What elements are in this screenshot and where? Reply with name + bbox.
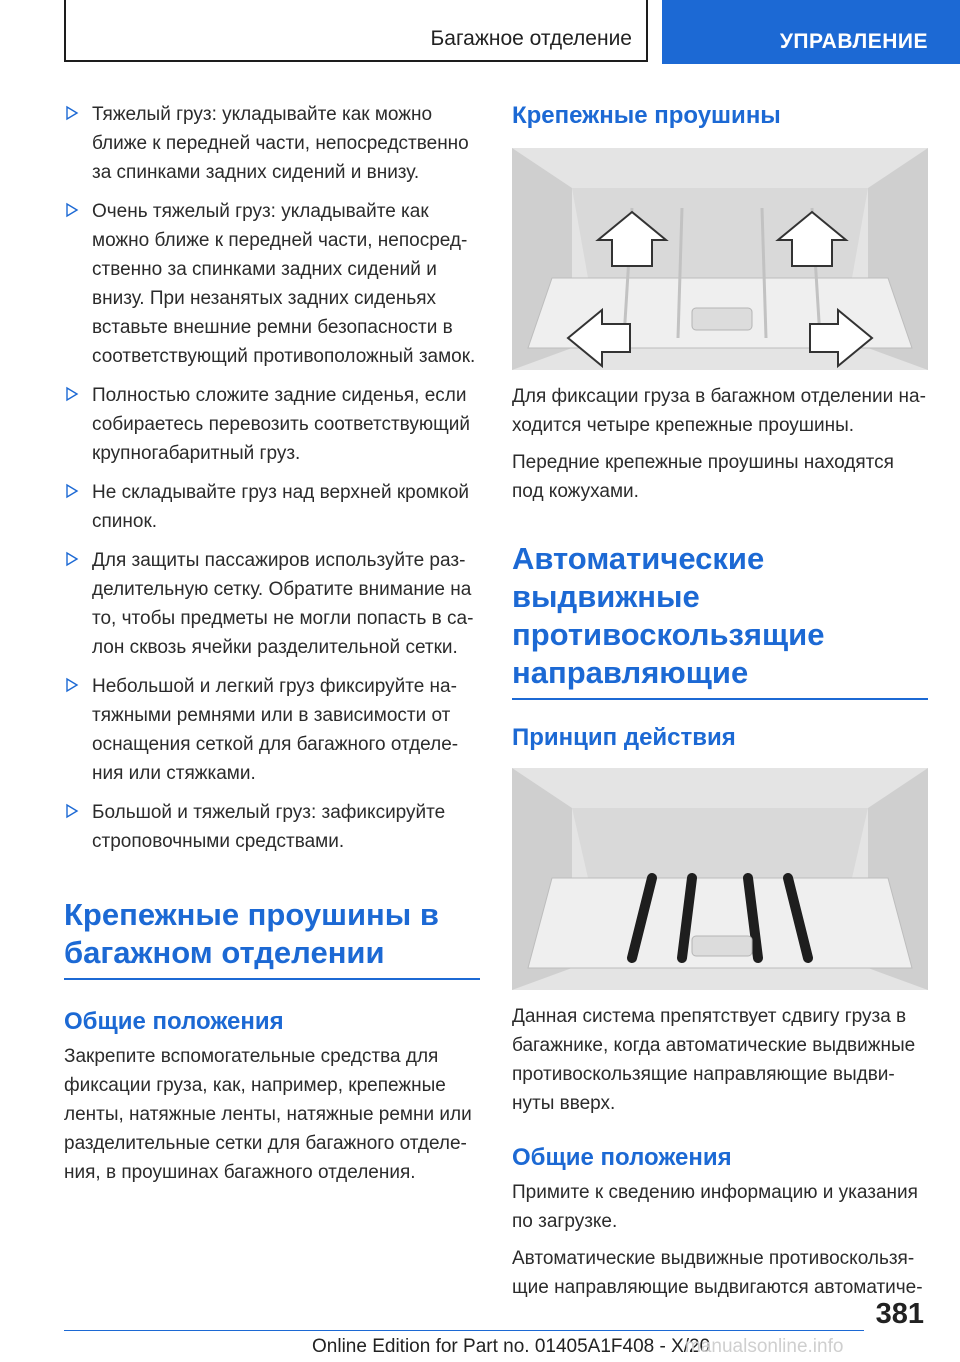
general-right-paragraph-2: Автоматические выдвижные противоскользящие направляющие выдвигаются автоматиче- (512, 1248, 923, 1298)
principle-paragraph: Данная система препятствует сдвигу груза в багажнике, когда автоматические выдвижные противоскользящие направляющие выдвинуты вверх. (512, 1006, 916, 1114)
page-number: 381 (875, 1298, 924, 1330)
bullet-text: Большой и тяжелый груз: зафиксируйте строповочными средствами. (92, 802, 446, 852)
bullet-item (64, 798, 480, 856)
subheading-general: Общие положения (64, 1008, 284, 1035)
right-column (512, 100, 928, 1302)
left-column (64, 100, 480, 1187)
triangle-right-outline-icon (64, 202, 80, 218)
footer-watermark: manualsonline.info (685, 1336, 844, 1357)
bullet-text: Небольшой и легкий груз фиксируйте натяжными ремнями или в зависимости от оснащения сеткой для багажного отделения или стяжками. (92, 676, 459, 784)
footer-divider (64, 1330, 864, 1331)
bullet-list (64, 100, 480, 856)
bullet-item (64, 672, 480, 788)
triangle-right-outline-icon (64, 803, 80, 819)
triangle-right-outline-icon (64, 105, 80, 121)
general-right-paragraph-1: Примите к сведению информацию и указания по загрузке. (512, 1182, 918, 1232)
subheading-principle: Принцип действия (512, 724, 736, 751)
section-heading-eyelets-in-trunk: Крепежные проушины в багажном отделении (64, 896, 480, 980)
trunk-eyelets-figure (512, 148, 928, 370)
bullet-text: Не складывайте груз над верхней кромкой спинок. (92, 482, 470, 532)
bullet-item (64, 381, 480, 468)
eyelets-paragraph-2: Передние крепежные проушины находятся под кожухами. (512, 452, 894, 502)
section-heading-anti-slip-rails: Автоматические выдвижные противоскользящие направляющие (512, 540, 928, 700)
bullet-item (64, 546, 480, 662)
subheading-general-right: Общие положения (512, 1144, 732, 1171)
general-paragraph: Закрепите вспомогательные средства для фиксации груза, как, например, крепежные ленты, натяжные ленты, натяжные ремни или разделительные сетки для багажного отделения, в проушинах багажного отделения. (64, 1046, 472, 1183)
subheading-eyelets: Крепежные проушины (512, 102, 781, 129)
triangle-right-outline-icon (64, 483, 80, 499)
footer-edition-text: Online Edition for Part no. 01405A1F408 - X/20 (312, 1336, 711, 1357)
bullet-item (64, 100, 480, 187)
eyelets-paragraph-1: Для фиксации груза в багажном отделении находится четыре крепежные проушины. (512, 386, 926, 436)
header-chapter-title: УПРАВЛЕНИЕ (779, 30, 928, 53)
triangle-right-outline-icon (64, 551, 80, 567)
triangle-right-outline-icon (64, 677, 80, 693)
header-section-title: Багажное отделение (430, 27, 632, 50)
bullet-text: Очень тяжелый груз: укладывайте как можно ближе к передней части, непосредственно за спинками задних сидений и внизу. При незанятых задних сиденьях вставьте внешние ремни безопасности в соответствующий противоположный замок. (92, 201, 476, 367)
header-section-box (64, 0, 648, 62)
bullet-text: Полностью сложите задние сиденья, если собираетесь перевозить соответствующий крупногабаритный груз. (92, 385, 470, 464)
header-chapter-tab (662, 0, 960, 64)
triangle-right-outline-icon (64, 386, 80, 402)
bullet-item (64, 478, 480, 536)
bullet-item (64, 197, 480, 371)
bullet-text: Тяжелый груз: укладывайте как можно ближе к передней части, непосредственно за спинками задних сидений и внизу. (92, 104, 469, 183)
bullet-text: Для защиты пассажиров используйте разделительную сетку. Обратите внимание на то, чтобы предметы не могли попасть в салон сквозь ячейки разделительной сетки. (92, 550, 474, 658)
trunk-rails-figure (512, 768, 928, 990)
